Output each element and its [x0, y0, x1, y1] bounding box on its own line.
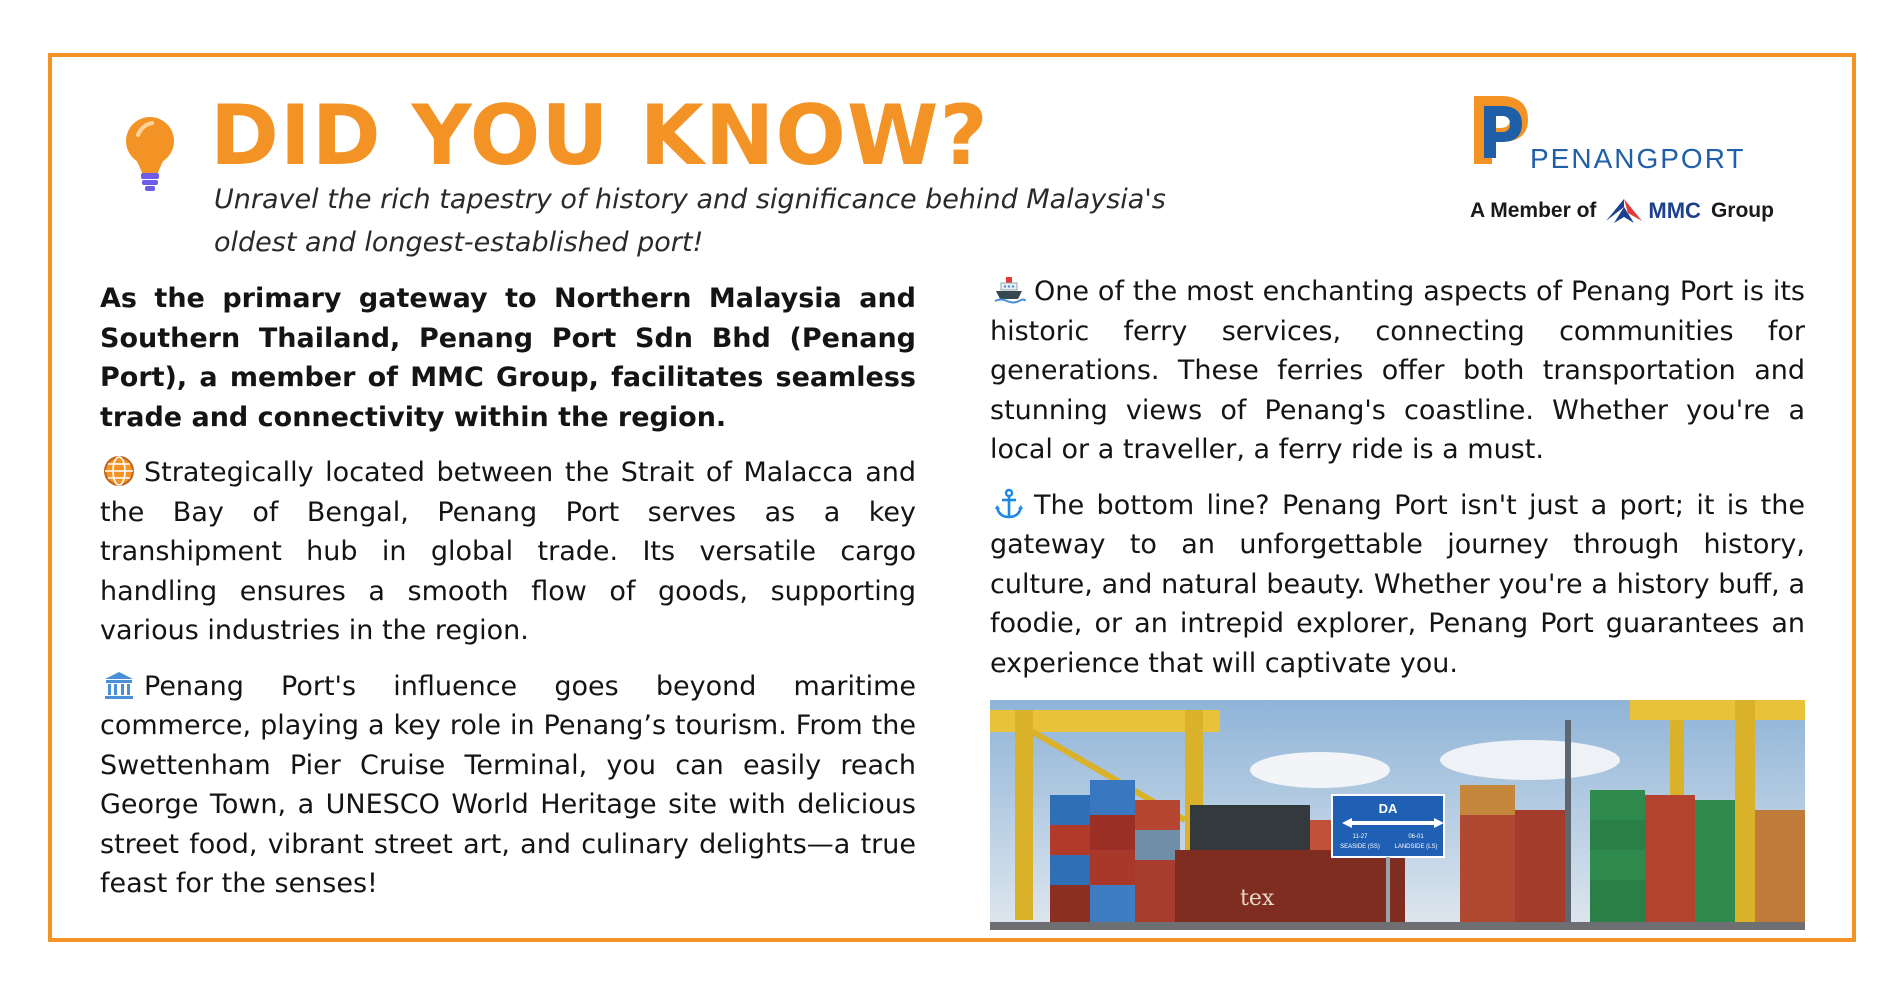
sign-title: DA: [1378, 801, 1398, 816]
bottom-line-paragraph: The bottom line? Penang Port isn't just a port; it is the gateway to an unforgettable journey through history, culture, and natural beauty. Whether you're a history buff, a foodie, or an intrepid explorer, Penang Port guarantees an experience that will captivate you.: [990, 489, 1805, 679]
sign-right-code: 06-01: [1408, 834, 1424, 840]
container-terminal-photo: [990, 700, 1805, 930]
container-text: tex: [1240, 886, 1275, 911]
ferry-paragraph: One of the most enchanting aspects of Penang Port is its historic ferry services, connecting communities for generations. These ferries offer both transportation and stunning views of Penang's coastline. Whether you're a local or a traveller, a ferry ride is a must.: [990, 276, 1805, 465]
lead-paragraph: As the primary gateway to Northern Malaysia and Southern Thailand, Penang Port Sdn Bhd (Penang Port), a member of MMC Group, facilitates seamless trade and connectivity within the region.: [100, 283, 916, 433]
headline: DID YOU KNOW?: [210, 87, 989, 184]
lightbulb-icon: [122, 115, 178, 195]
mmc-brand: MMC: [1648, 198, 1701, 223]
anchor-icon: [990, 488, 1028, 520]
ship-icon: [990, 274, 1028, 306]
member-prefix: A Member of: [1470, 199, 1597, 222]
right-column: [990, 272, 1805, 699]
sign-left-code: 11-27: [1352, 834, 1368, 840]
left-column: [100, 279, 916, 920]
subtitle: Unravel the rich tapestry of history and significance behind Malaysia's oldest and longest-established port!: [214, 184, 1166, 258]
penangport-logo-icon: [1470, 92, 1536, 166]
member-of-mmc: [1470, 193, 1774, 229]
bank-icon: [100, 669, 138, 701]
globe-icon: [100, 455, 138, 487]
sign-right-label: LANDSIDE (LS): [1394, 844, 1438, 850]
tourism-paragraph: Penang Port's influence goes beyond maritime commerce, playing a key role in Penang’s tourism. From the Swettenham Pier Cruise Terminal, you can easily reach George Town, a UNESCO World Heritage site with delicious street food, vibrant street art, and culinary delights—a true feast for the senses!: [100, 670, 916, 899]
mmc-logo-icon: [1604, 193, 1644, 229]
strategic-location-paragraph: Strategically located between the Strait of Malacca and the Bay of Bengal, Penang Port serves as a key transhipment hub in global trade. Its versatile cargo handling ensures a smooth flow of goods, supporting various industries in the region.: [100, 457, 916, 646]
sign-left-label: SEASIDE (SS): [1340, 844, 1380, 850]
penangport-wordmark: PENANGPORT: [1530, 143, 1746, 174]
group-suffix: Group: [1710, 199, 1774, 222]
